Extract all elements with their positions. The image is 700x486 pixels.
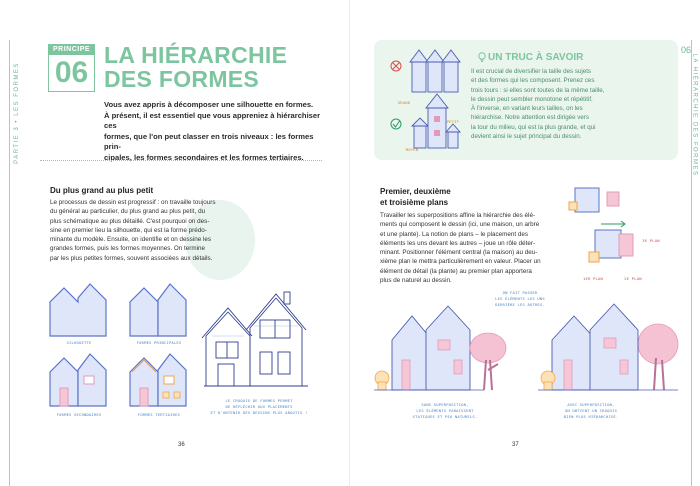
caption-line: ET D'OBTENIR DES DESSINS PLUS ABOUTIS !: [210, 410, 308, 415]
tree-sans: [468, 330, 508, 392]
intro-line: formes, que l'on peut classer en trois niveaux : les formes prin-: [104, 131, 314, 152]
caption-line: AVEC SUPERPOSITION,: [567, 402, 615, 407]
body-line: ments qui composent le dessin (ici, une maison, un arbre: [380, 221, 540, 229]
caption-avec-superposition: [546, 402, 636, 420]
tip-line: Il est crucial de diversifier la taille des sujets: [471, 68, 592, 75]
formes-secondaires-drawing: [48, 350, 110, 408]
house-sketch-drawing: [202, 290, 312, 390]
body-paragraph: [380, 211, 570, 285]
tip-line: la tour du milieu, qui est la plus grande, et qui: [471, 123, 596, 131]
caption-silhouette: SILHOUETTE: [66, 340, 92, 345]
tip-line: trois tours : si elles sont toutes de la même taille,: [471, 86, 605, 94]
page-number: 36: [178, 442, 185, 448]
body-line: Le processus de dessin est progressif : on travaille toujours: [50, 199, 216, 206]
caption-line: LES ÉLÉMENTS LES UNS: [495, 296, 545, 301]
section-title: [380, 186, 451, 208]
side-chapter-label: LA HIÉRARCHIE DES FORMES: [691, 53, 698, 177]
side-chapter-label: PARTIE 3 • LES FORMES: [13, 62, 20, 164]
section-title-line: et troisième plans: [380, 198, 449, 207]
tip-line: hiérarchise. Notre attention est dirigée vers: [471, 114, 589, 122]
caption-line: ON OBTIENT UN CROQUIS: [564, 408, 618, 413]
caption-sans-superposition: [400, 402, 490, 420]
caption-superposition-note: [480, 290, 560, 308]
body-line: plus de naturel au dessin.: [380, 277, 452, 285]
intro-line: À présent, il est essentiel que vous appreniez à hiérarchiser ces: [104, 110, 321, 131]
title-line-2: DES FORMES: [104, 66, 260, 92]
body-line: plus schématique au plus détaillé. C'est pourquoi on des-: [50, 217, 210, 225]
intro-line: cipales, les formes secondaires et les formes tertiaires.: [104, 152, 304, 162]
side-chapter-number: 06: [680, 45, 691, 55]
section-title: Du plus grand au plus petit: [50, 186, 154, 195]
label-second-plan: 2E PLAN: [624, 276, 642, 281]
tip-line: le dessin peut sembler monotone et répétitif.: [471, 95, 593, 103]
label-third-plan: 3E PLAN: [642, 238, 660, 243]
body-line: xième plan le mettra particulièrement en valeur. Placer un: [380, 258, 541, 266]
label-moyen: MOYEN: [405, 147, 419, 152]
caption-tertiaires: FORMES TERTIAIRES: [137, 412, 181, 417]
body-line: du général au particulier, du plus grand au plus petit, du: [50, 208, 206, 216]
caption-croquis: [200, 398, 318, 416]
caption-line: BIEN PLUS HIÉRARCHISÉ.: [563, 414, 619, 419]
caption-line: LES ÉLÉMENTS PARAISSENT: [416, 408, 474, 413]
body-line: sine en premier lieu la silhouette, qui est la forme prédo-: [50, 226, 207, 234]
label-petit: PETIT: [446, 119, 460, 124]
principe-number: 06: [48, 55, 95, 92]
body-line: éléments les uns devant les autres – joue un rôle déter-: [380, 239, 536, 247]
tip-text: [471, 67, 651, 141]
tip-line: À l'inverse, en variant leurs tailles, on les: [471, 105, 583, 113]
body-line: par les plus petites formes, souvent associées aux détails.: [50, 254, 213, 262]
body-line: minant. Positionner l'élément central (la maison) au deu-: [380, 249, 538, 257]
intro-paragraph: [104, 100, 329, 164]
section-title-line: Premier, deuxième: [380, 187, 451, 196]
label-grand: GRAND: [397, 100, 411, 105]
body-line: minante du modèle. Ensuite, on identifie et on dessine les: [50, 236, 212, 244]
formes-tertiaires-drawing: [128, 350, 190, 408]
caption-line: SANS SUPERPOSITION,: [421, 402, 469, 407]
body-line: grandes formes, puis les formes moyennes. On termine: [50, 245, 206, 253]
silhouette-drawing: [48, 280, 110, 338]
bulb-icon: [477, 52, 487, 62]
title-line-1: LA HIÉRARCHIE: [104, 42, 288, 68]
tip-line: et des formes qui les composent. Prenez ces: [471, 77, 595, 85]
right-page: [350, 0, 700, 486]
body-paragraph: [50, 198, 250, 263]
page-number: 37: [512, 442, 519, 448]
label-first-plan: 1ER PLAN: [583, 276, 603, 281]
caption-line: STATIQUES ET PEU NATURELS.: [412, 414, 478, 419]
scene-avec-superposition: [538, 300, 678, 392]
side-strip: [9, 40, 10, 486]
body-line: Travailler les superpositions affine la hiérarchie des élé-: [380, 212, 536, 219]
tip-line: devient ainsi le sujet principal du dessin.: [471, 133, 582, 141]
body-line: et une plante). La notion de plans – le placement des: [380, 230, 529, 238]
caption-principales: FORMES PRINCIPALES: [136, 340, 182, 345]
caption-line: LE CROQUIS DE FORMES PERMET: [225, 398, 293, 403]
formes-principales-drawing: [128, 280, 190, 338]
caption-line: DERRIÈRE LES AUTRES.: [495, 302, 545, 307]
principe-label: PRINCIPE: [48, 44, 95, 55]
page-title: [104, 43, 304, 91]
dotted-divider: [40, 160, 322, 161]
tip-title: UN TRUC À SAVOIR: [488, 52, 584, 63]
body-line: élément de détail (la plante) au premier plan apportera: [380, 267, 532, 275]
caption-line: ON FAIT PASSER: [502, 290, 538, 295]
intro-line: Vous avez appris à décomposer une silhouette en formes.: [104, 100, 314, 109]
caption-line: DE RÉFLÉCHIR AUX PLACEMENTS: [225, 404, 293, 409]
caption-secondaires: FORMES SECONDAIRES: [56, 412, 102, 417]
